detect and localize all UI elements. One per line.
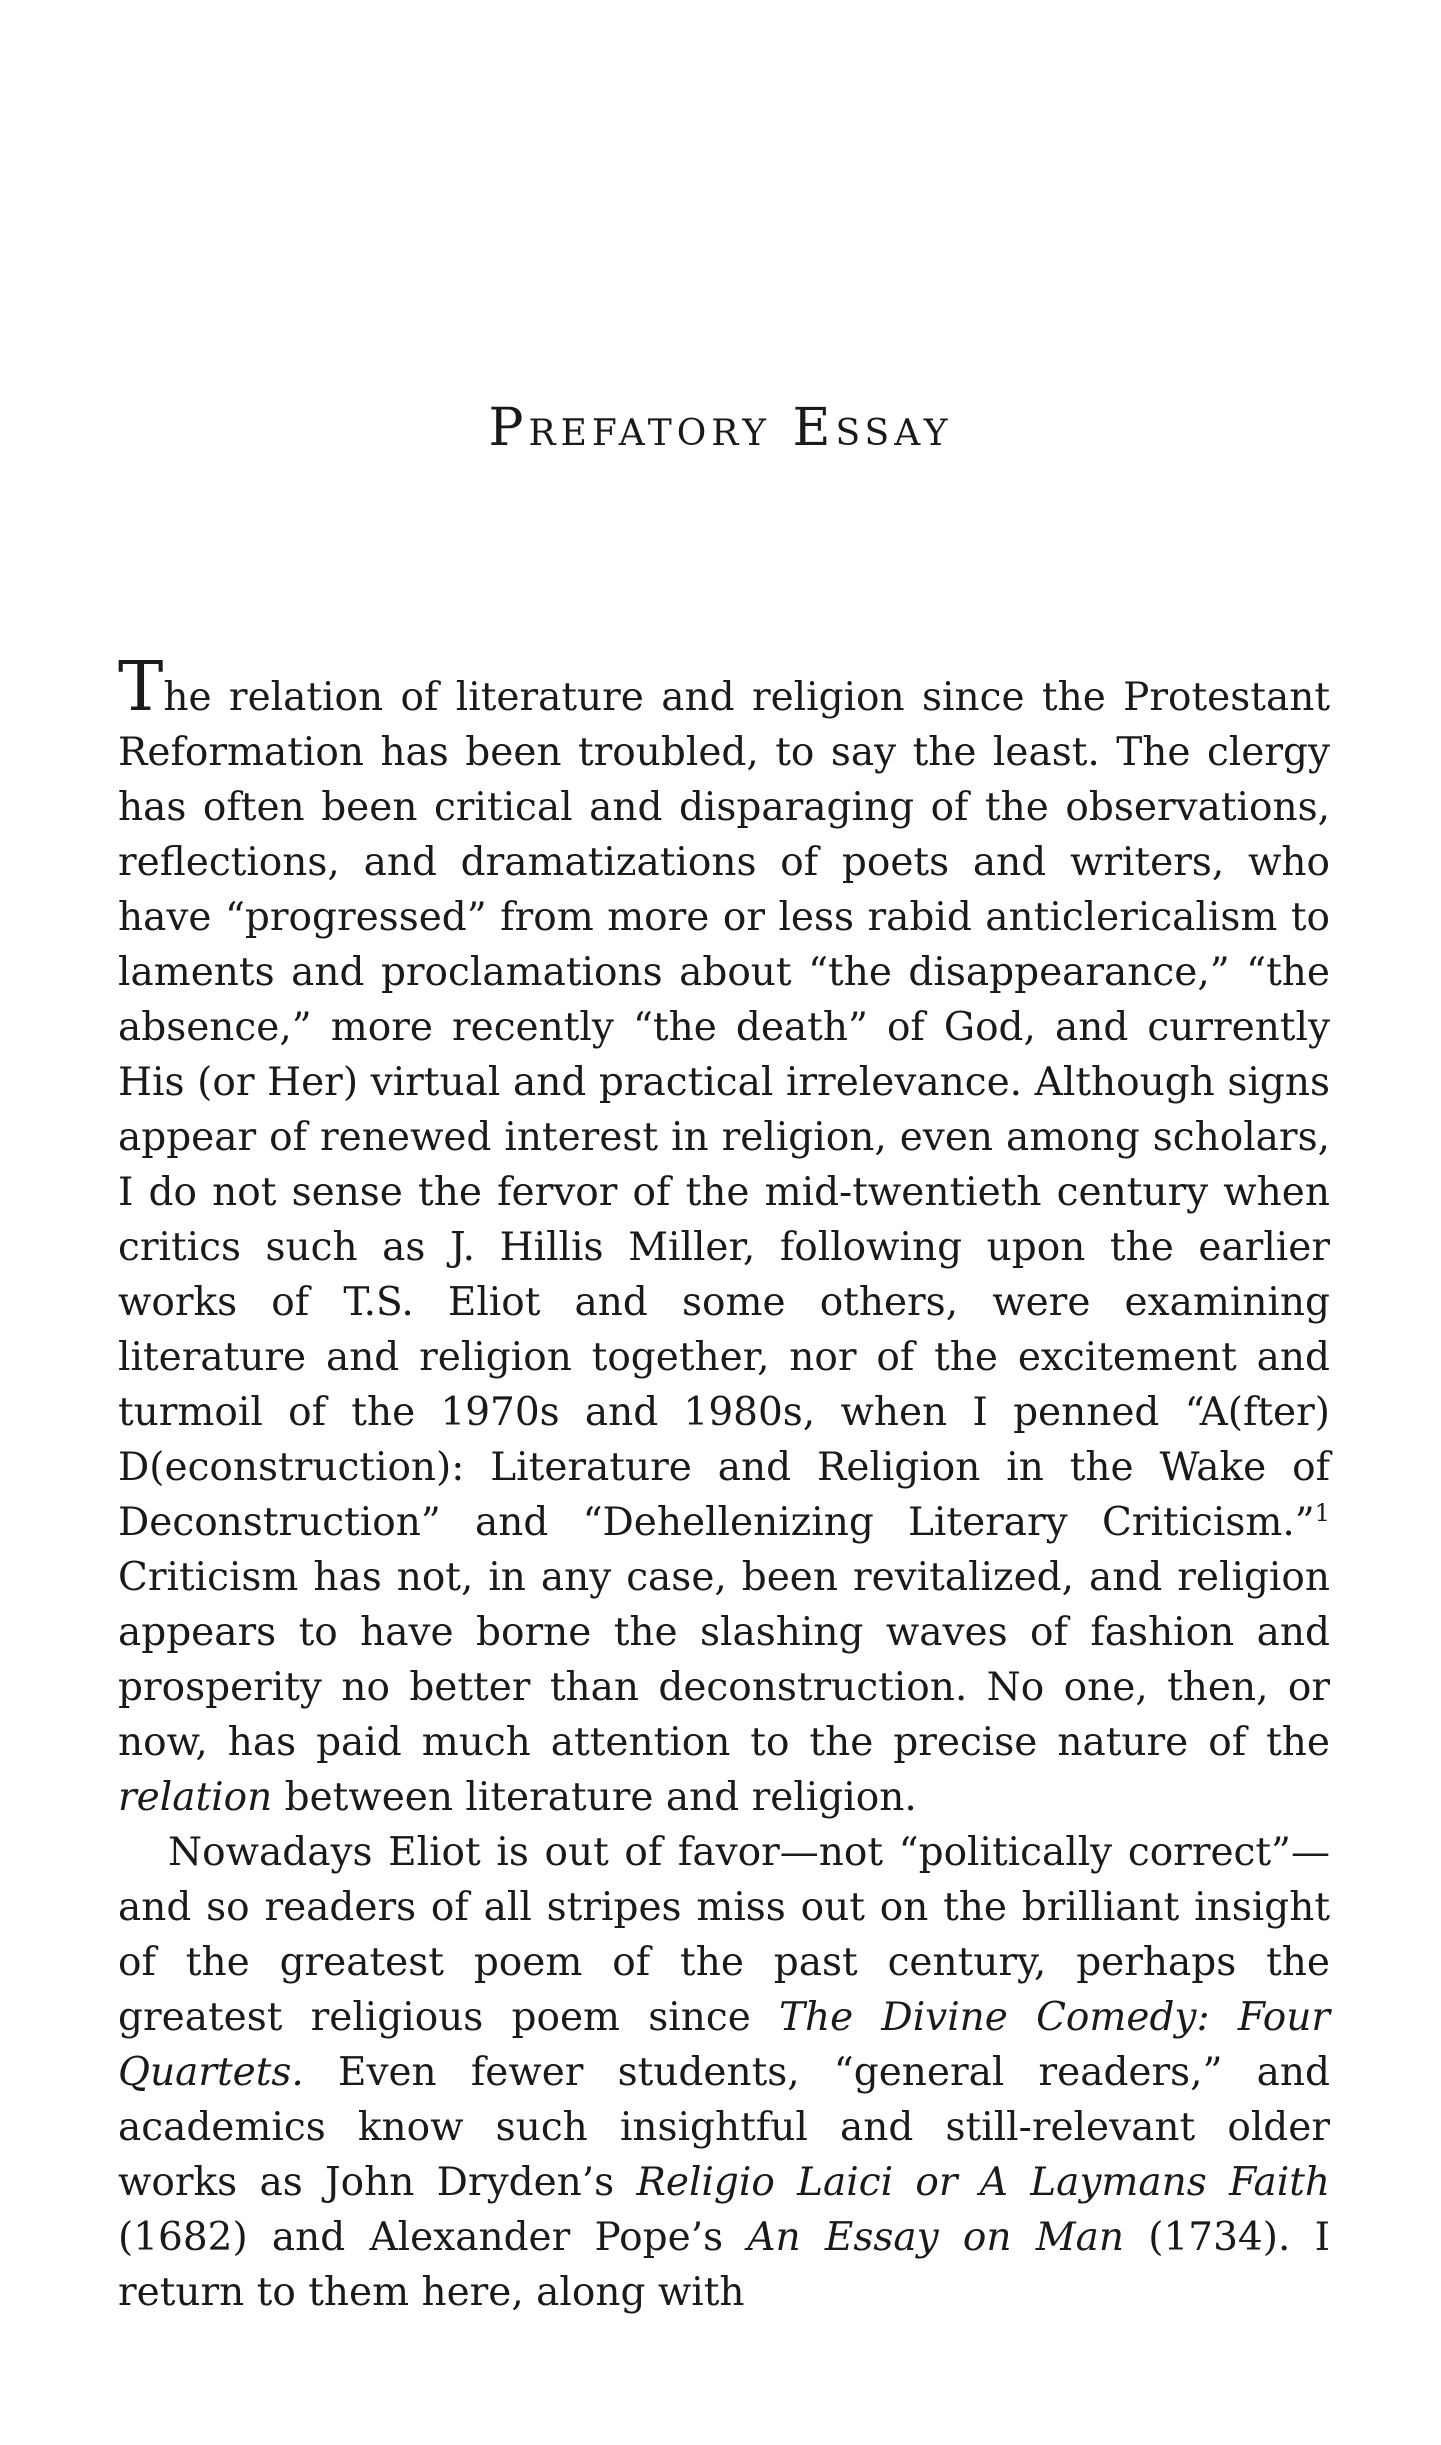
title-four-quartets: The Divine Comedy: Four Quartets. bbox=[118, 1995, 1330, 2095]
paragraph-2-text-d: (1734). I return to them here, along with bbox=[118, 2215, 1330, 2315]
paragraph-1-text-b: Criticism has not, in any case, been revitalized, and religion appears to have borne the slashing waves of fashion and prosperity no better than deconstruction. No one, then, or now, has paid much attention to the precise nature of the bbox=[118, 1555, 1330, 1765]
drop-cap: T bbox=[118, 648, 164, 727]
paragraph-2-text-a: Nowadays Eliot is out of favor—not “politically correct”—and so readers of all stripes miss out on the brilliant insight of the greatest poem of the past century, perhaps the greatest religious poem since bbox=[118, 1830, 1330, 2040]
paragraph-2-text-c: (1682) and Alexander Pope’s bbox=[118, 2215, 748, 2260]
paragraph-1-text-c: between literature and religion. bbox=[272, 1775, 917, 1820]
emphasis-relation: relation bbox=[118, 1775, 273, 1820]
paragraph-1 bbox=[118, 648, 1330, 1825]
title-religio-laici: Religio Laici or A Laymans Faith bbox=[636, 2160, 1331, 2205]
paragraph-1-text-a: he relation of literature and religion since the Protestant Reformation has been troubled, to say the least. The clergy has often been critical and disparaging of the observations, reflections, and dramatizations of poets and writers, who have “progressed” from more or less rabid anticlericalism to laments and proclamations about “the disappearance,” “the absence,” more recently “the death” of God, and currently His (or Her) virtual and practical irrelevance. Although signs appear of renewed interest in religion, even among scholars, I do not sense the fervor of the mid-twentieth century when critics such as J. Hillis Miller, following upon the earlier works of T.S. Eliot and some others, were examining literature and religion together, nor of the excitement and turmoil of the 1970s and 1980s, when I penned “A(fter) D(econstruction): Literature and Religion in the Wake of Deconstruction” and “Dehellenizing Literary Criticism.” bbox=[118, 675, 1330, 1545]
essay-body bbox=[118, 648, 1331, 2320]
paragraph-2-text-b: Even fewer students, “general readers,” and academics know such insightful and still-relevant older works as John Dryden’s bbox=[118, 2050, 1330, 2205]
page-title: Prefatory Essay bbox=[488, 398, 953, 458]
paragraph-2 bbox=[118, 1825, 1330, 2320]
title-essay-on-man: An Essay on Man bbox=[747, 2215, 1125, 2260]
footnote-ref: 1 bbox=[1314, 1499, 1330, 1527]
